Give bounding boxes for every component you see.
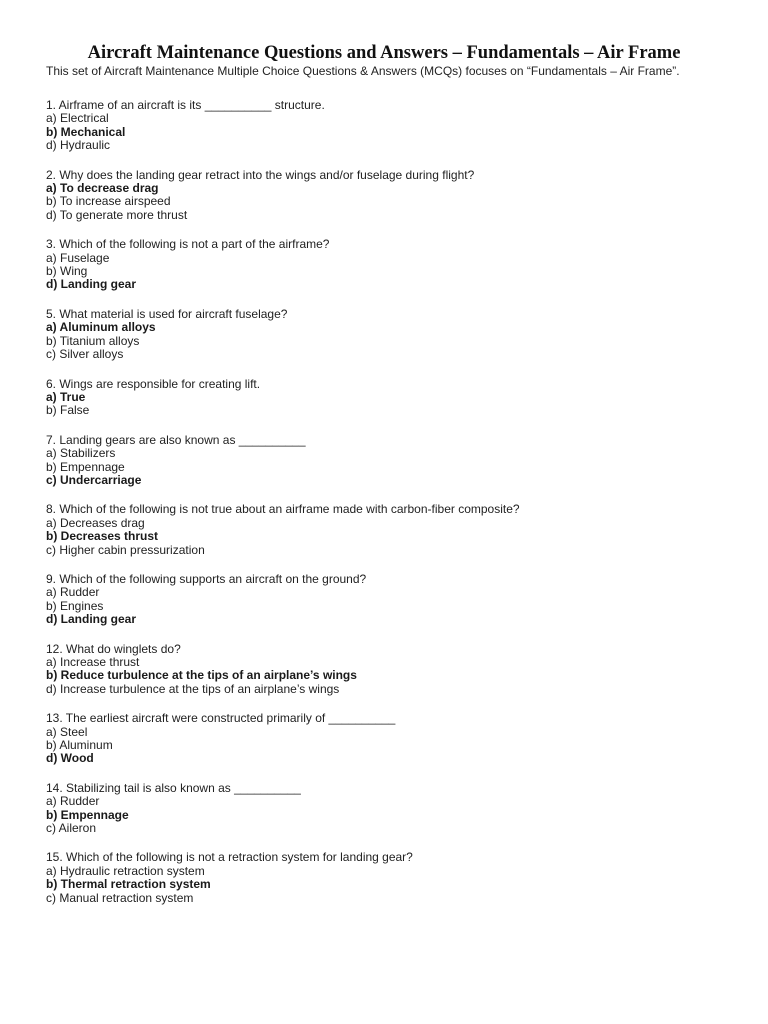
answer-option: b) Titanium alloys — [46, 333, 140, 348]
question-text: 13. The earliest aircraft were constructed primarily of __________ — [46, 711, 396, 726]
answer-option: a) Decreases drag — [46, 515, 145, 530]
question-block — [46, 851, 746, 905]
page-title: Aircraft Maintenance Questions and Answers – Fundamentals – Air Frame — [87, 43, 681, 63]
question-block — [46, 503, 746, 557]
correct-answer-option: d) Wood — [46, 751, 94, 766]
answer-option: a) Stabilizers — [46, 446, 116, 461]
question-block — [46, 169, 746, 223]
question-text: 8. Which of the following is not true about an airframe made with carbon-fiber composite? — [46, 502, 520, 517]
answer-option: a) Electrical — [46, 111, 109, 126]
question-text: 5. What material is used for aircraft fuselage? — [46, 306, 288, 321]
question-text: 14. Stabilizing tail is also known as __________ — [46, 780, 301, 795]
answer-option: a) Increase thrust — [46, 655, 140, 669]
correct-answer-option: d) Landing gear — [46, 277, 136, 292]
answer-option: a) Fuselage — [46, 250, 110, 265]
answer-option: a) Rudder — [46, 794, 100, 809]
question-block — [46, 238, 746, 292]
answer-option: c) Manual retraction system — [46, 890, 194, 905]
correct-answer-option: c) Undercarriage — [46, 472, 142, 487]
answer-option: a) Hydraulic retraction system — [46, 863, 205, 878]
question-block — [46, 99, 746, 153]
answer-option: c) Silver alloys — [46, 347, 124, 362]
answer-option: b) To increase airspeed — [46, 194, 171, 209]
correct-answer-option: b) Empennage — [46, 807, 129, 822]
answer-option: a) Rudder — [46, 585, 100, 600]
question-list — [46, 99, 746, 921]
answer-option: b) False — [46, 403, 90, 418]
answer-option: b) Engines — [46, 598, 104, 613]
intro-paragraph: This set of Aircraft Maintenance Multiple Choice Questions & Answers (MCQs) focuses on “Fundamentals – Air Frame”. — [46, 64, 680, 78]
question-text: 7. Landing gears are also known as __________ — [46, 432, 306, 447]
question-text: 2. Why does the landing gear retract into the wings and/or fuselage during flight? — [46, 167, 475, 182]
correct-answer-option: b) Decreases thrust — [46, 529, 159, 544]
correct-answer-option: d) Landing gear — [46, 612, 136, 627]
question-text: 15. Which of the following is not a retraction system for landing gear? — [46, 850, 413, 865]
answer-option: b) Aluminum — [46, 738, 113, 753]
question-text: 9. Which of the following supports an aircraft on the ground? — [46, 571, 367, 586]
answer-option: b) Empennage — [46, 459, 125, 474]
answer-option: d) Increase turbulence at the tips of an airplane’s wings — [46, 681, 340, 696]
question-block — [46, 378, 746, 418]
correct-answer-option: b) Reduce turbulence at the tips of an airplane’s wings — [46, 668, 357, 683]
question-block — [46, 308, 746, 362]
correct-answer-option: b) Mechanical — [46, 124, 126, 139]
answer-option: a) Steel — [46, 724, 88, 739]
correct-answer-option: a) True — [46, 389, 86, 404]
question-text: 3. Which of the following is not a part of the airframe? — [46, 237, 330, 252]
question-text: 12. What do winglets do? — [46, 641, 181, 656]
question-text: 1. Airframe of an aircraft is its __________ structure. — [46, 98, 325, 112]
answer-option: c) Aileron — [46, 821, 97, 836]
answer-option: d) To generate more thrust — [46, 207, 188, 222]
answer-option: d) Hydraulic — [46, 138, 111, 153]
question-text: 6. Wings are responsible for creating lift. — [46, 376, 261, 391]
answer-option: c) Higher cabin pressurization — [46, 542, 205, 557]
correct-answer-option: a) Aluminum alloys — [46, 320, 156, 335]
question-block — [46, 712, 746, 766]
correct-answer-option: b) Thermal retraction system — [46, 877, 211, 892]
question-block — [46, 434, 746, 488]
answer-option: b) Wing — [46, 264, 88, 279]
question-block — [46, 573, 746, 627]
question-block — [46, 782, 746, 836]
correct-answer-option: a) To decrease drag — [46, 181, 159, 196]
question-block — [46, 643, 746, 697]
